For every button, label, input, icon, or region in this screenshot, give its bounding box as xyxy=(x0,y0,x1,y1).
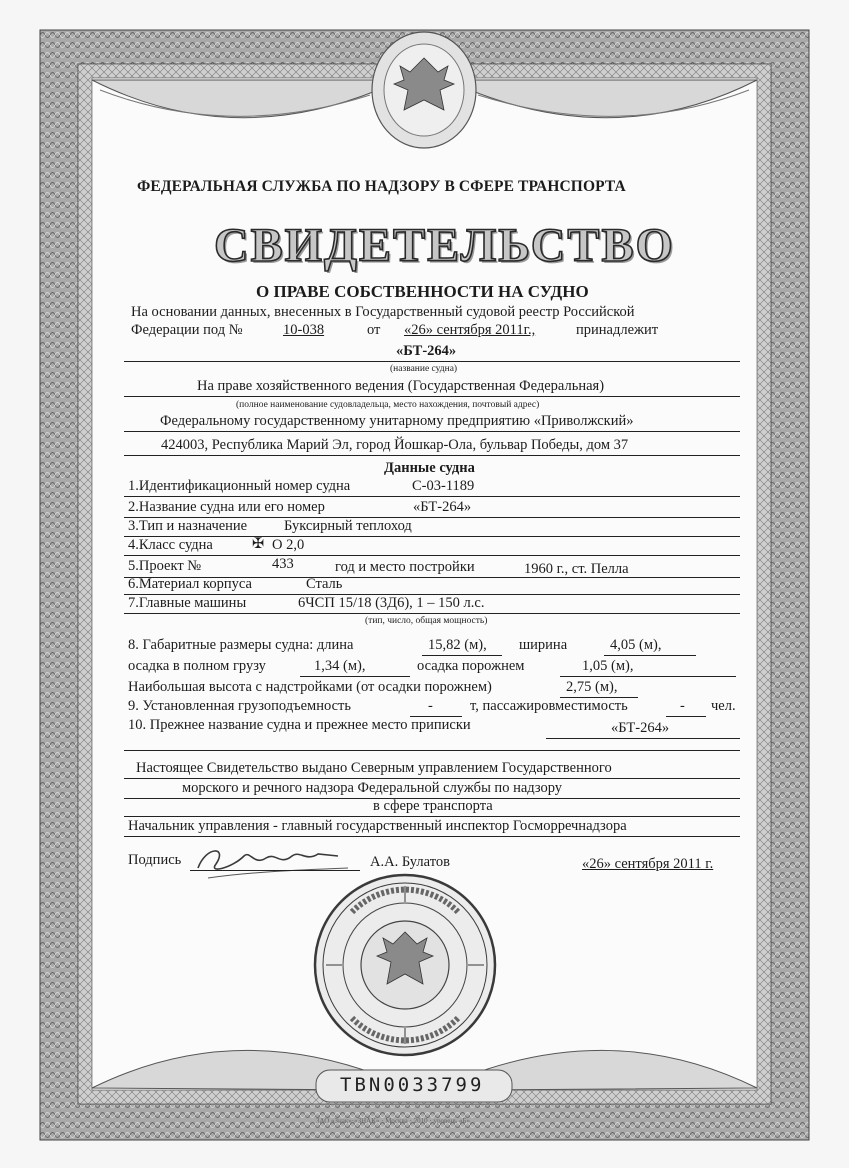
type-label: 3.Тип и назначение xyxy=(128,518,248,534)
built-label: год и место постройки xyxy=(335,559,475,575)
name-label: 2.Название судна или его номер xyxy=(128,499,325,515)
signature-label: Подпись xyxy=(128,852,182,868)
vessel-name-caption: (название судна) xyxy=(390,364,458,374)
passengers-rule xyxy=(666,716,706,717)
id-value: С-03-1189 xyxy=(412,478,475,494)
vessel-name-line xyxy=(124,361,740,362)
engine-caption: (тип, число, общая мощность) xyxy=(365,616,488,626)
class-value: О 2,0 xyxy=(272,537,305,553)
signatory-name: А.А. Булатов xyxy=(370,854,450,870)
passengers-unit: чел. xyxy=(711,698,736,714)
id-rule xyxy=(124,496,740,497)
belongs-label: принадлежит xyxy=(576,322,659,338)
owner-line3-rule xyxy=(124,455,740,456)
issued-line1: Настоящее Свидетельство выдано Северным управлением Государственного xyxy=(136,760,612,776)
from-label: от xyxy=(367,322,381,338)
owner-line2-rule xyxy=(124,431,740,432)
issued-line3: в сфере транспорта xyxy=(373,798,493,814)
width-value: 4,05 (м), xyxy=(610,637,662,653)
length-rule xyxy=(422,655,502,656)
intro-line1: На основании данных, внесенных в Государственный судовой реестр Российской xyxy=(131,304,635,320)
type-rule xyxy=(124,536,740,537)
project-value: 433 xyxy=(272,556,294,572)
intro-line2-prefix: Федерации под № xyxy=(131,322,243,338)
owner-caption: (полное наименование судовладельца, место нахождения, почтовый адрес) xyxy=(236,400,540,410)
certificate-subtitle: О ПРАВЕ СОБСТВЕННОСТИ НА СУДНО xyxy=(256,282,589,301)
previous-label: 10. Прежнее название судна и прежнее место приписки xyxy=(128,717,471,733)
owner-line1-rule xyxy=(124,396,740,397)
draft-empty-label: осадка порожнем xyxy=(417,658,525,674)
previous-value: «БТ-264» xyxy=(611,720,670,736)
class-label: 4.Класс судна xyxy=(128,537,213,553)
engine-value: 6ЧСП 15/18 (3Д6), 1 – 150 л.с. xyxy=(298,595,485,611)
draft-full-value: 1,34 (м), xyxy=(314,658,366,674)
registry-number: 10-038 xyxy=(283,322,325,338)
issued-line1-rule xyxy=(124,778,740,779)
registry-date: «26» сентября 2011г., xyxy=(404,322,536,338)
project-label: 5.Проект № xyxy=(128,558,202,574)
issued-line2: морского и речного надзора Федеральной службы по надзору xyxy=(182,780,563,796)
name-value: «БТ-264» xyxy=(413,499,472,515)
previous-rule xyxy=(546,738,740,739)
vessel-data-heading: Данные судна xyxy=(384,460,475,476)
draft-empty-rule xyxy=(560,676,736,677)
class-rule xyxy=(124,555,740,556)
height-label: Наибольшая высота с надстройками (от осадки порожнем) xyxy=(128,679,492,695)
owner-line1: На праве хозяйственного ведения (Государственная Федеральная) xyxy=(197,378,605,394)
length-value: 15,82 (м), xyxy=(428,637,487,653)
agency-name: ФЕДЕРАЛЬНАЯ СЛУЖБА ПО НАДЗОРУ В СФЕРЕ ТРАНСПОРТА xyxy=(137,178,626,195)
official-seal xyxy=(312,872,498,1058)
built-value: 1960 г., ст. Пелла xyxy=(524,561,629,577)
blank-serial-number: ТВN0033799 xyxy=(340,1074,485,1096)
passengers-value: - xyxy=(680,698,685,714)
signature-date: «26» сентября 2011 г. xyxy=(582,856,714,872)
type-value: Буксирный теплоход xyxy=(284,518,412,534)
draft-empty-value: 1,05 (м), xyxy=(582,658,634,674)
hull-label: 6.Материал корпуса xyxy=(128,576,252,592)
draft-full-label: осадка в полном грузу xyxy=(128,658,266,674)
capacity-unit: т, пассажировместимость xyxy=(470,698,628,714)
issuer-position: Начальник управления - главный государственный инспектор Госморречнадзора xyxy=(128,818,627,834)
width-label: ширина xyxy=(519,637,568,653)
owner-line3: 424003, Республика Марий Эл, город Йошкар-Ола, бульвар Победы, дом 37 xyxy=(161,437,629,453)
class-symbol-icon: ✠ xyxy=(252,536,265,552)
certificate-title: СВИДЕТЕЛЬСТВО xyxy=(214,219,675,272)
printer-imprint: ЗАО «Знак»·«ЗНАК» · Москва · 2010 · уровень «Б» xyxy=(316,1117,471,1125)
width-rule xyxy=(604,655,696,656)
issued-line3-rule xyxy=(124,816,740,817)
height-value: 2,75 (м), xyxy=(566,679,618,695)
id-label: 1.Идентификационный номер судна xyxy=(128,478,351,494)
hull-value: Сталь xyxy=(306,576,343,592)
capacity-value: - xyxy=(428,698,433,714)
length-label: 8. Габаритные размеры судна: длина xyxy=(128,637,354,653)
separator-rule xyxy=(124,750,740,751)
draft-full-rule xyxy=(300,676,410,677)
capacity-label: 9. Установленная грузоподъемность xyxy=(128,698,351,714)
issuer-position-rule xyxy=(124,836,740,837)
engine-rule xyxy=(124,613,740,614)
signature-rule xyxy=(190,870,360,871)
owner-line2: Федеральному государственному унитарному предприятию «Приволжский» xyxy=(160,413,634,429)
vessel-name: «БТ-264» xyxy=(396,343,457,359)
engine-label: 7.Главные машины xyxy=(128,595,247,611)
